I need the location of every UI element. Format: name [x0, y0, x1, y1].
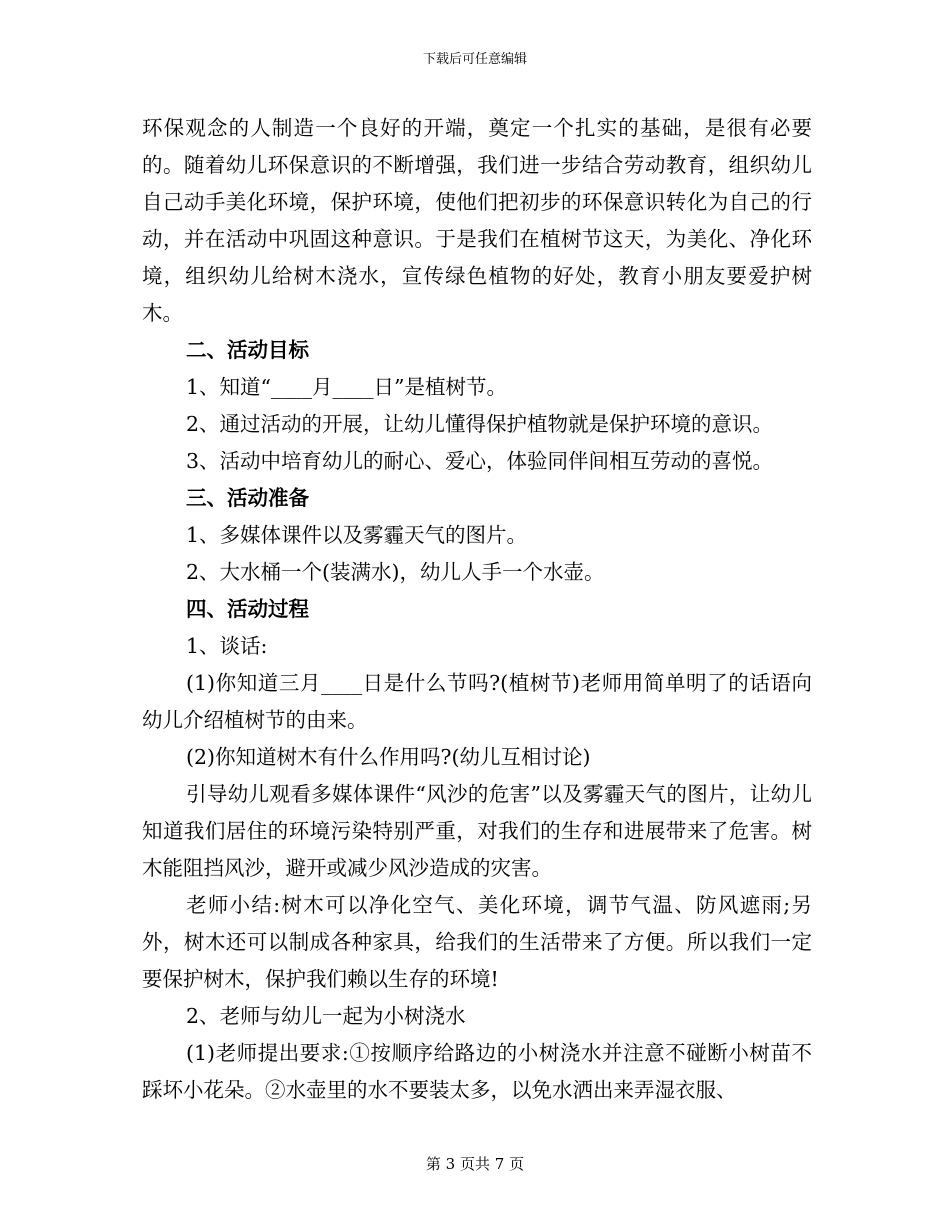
process-step-2-requirements: (1)老师提出要求:①按顺序给路边的小树浇水并注意不碰断小树苗不踩坏小花朵。②水壶里的水不要装太多，以免水洒出来弄湿衣服、: [142, 1041, 812, 1102]
paragraph-teacher-summary: 老师小结:树木可以净化空气、美化环境，调节气温、防风遮雨;另外，树木还可以制成各种家具，给我们的生活带来了方便。所以我们一定要保护树木，保护我们赖以生存的环境!: [142, 893, 812, 991]
preparation-item-1: 1、多媒体课件以及雾霾天气的图片。: [186, 523, 528, 547]
paragraph-intro-continued: 环保观念的人制造一个良好的开端，奠定一个扎实的基础，是很有必要的。随着幼儿环保意识的不断增强，我们进一步结合劳动教育，组织幼儿自己动手美化环境，保护环境，使他们把初步的环保意识转化为自己的行动，并在活动中巩固这种意识。于是我们在植树节这天，为美化、净化环境，组织幼儿给树木浇水，宣传绿色植物的好处，教育小朋友要爱护树木。: [142, 116, 812, 325]
goal-item-2: 2、通过活动的开展，让幼儿懂得保护植物就是保护环境的意识。: [186, 412, 774, 436]
process-question-2: (2)你知道树木有什么作用吗?(幼儿互相讨论): [186, 745, 591, 769]
process-step-2-title: 2、老师与幼儿一起为小树浇水: [186, 1004, 466, 1028]
page-header: 下载后可任意编辑: [422, 52, 527, 67]
process-step-1-title: 1、谈话:: [186, 634, 268, 658]
page-footer: 第 3 页共 7 页: [425, 1155, 525, 1173]
paragraph-guide-viewing: 引导幼儿观看多媒体课件“风沙的危害”以及雾霾天气的图片，让幼儿知道我们居住的环境污染特别严重，对我们的生存和进展带来了危害。树木能阻挡风沙，避开或减少风沙造成的灾害。: [142, 782, 812, 880]
section-heading-goals: 二、活动目标: [186, 338, 309, 362]
goal-item-3: 3、活动中培育幼儿的耐心、爱心，体验同伴间相互劳动的喜悦。: [186, 449, 774, 473]
section-heading-preparation: 三、活动准备: [186, 486, 309, 510]
process-question-1: (1)你知道三月____日是什么节吗?(植树节)老师用简单明了的话语向幼儿介绍植树节的由来。: [142, 671, 812, 732]
section-heading-process: 四、活动过程: [186, 597, 309, 621]
document-body: [142, 110, 812, 1109]
goal-item-1: 1、知道“____月____日”是植树节。: [186, 375, 508, 399]
preparation-item-2: 2、大水桶一个(装满水)，幼儿人手一个水壶。: [186, 560, 605, 584]
